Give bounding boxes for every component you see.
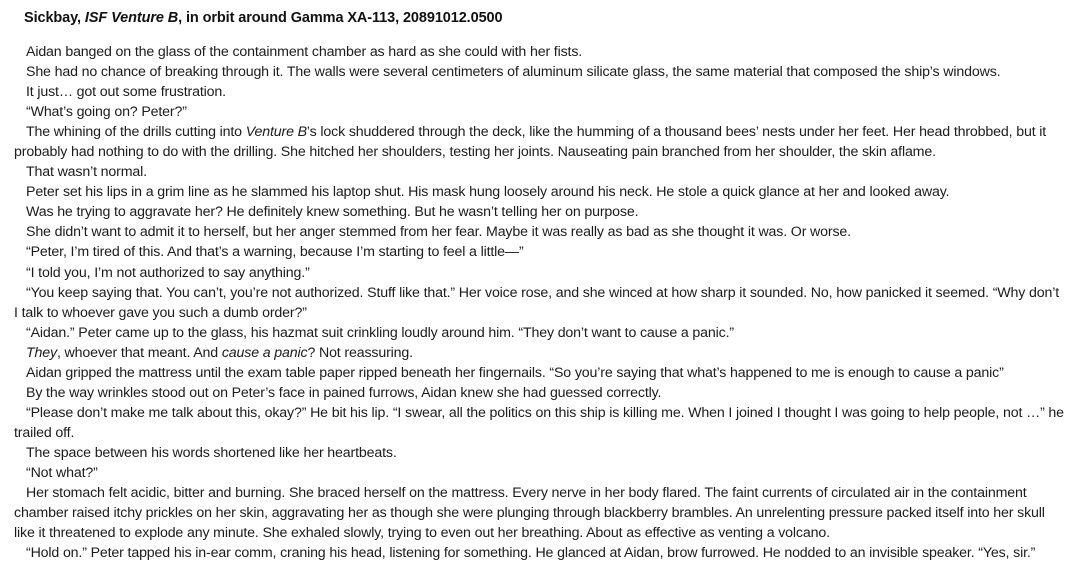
text-run: She didn’t want to admit it to herself, but her anger stemmed from her fear. Maybe it was really as bad as she thought it was. Or worse. — [26, 224, 851, 241]
paragraph — [14, 443, 1066, 463]
text-run: “Not what?” — [26, 464, 98, 481]
paragraph — [14, 383, 1066, 403]
document-body — [14, 42, 1066, 563]
paragraph — [14, 102, 1066, 122]
text-run: It just… got out some frustration. — [26, 84, 226, 101]
paragraph — [14, 62, 1066, 82]
paragraph — [14, 182, 1066, 202]
emphasis-text: ISF Venture B — [84, 10, 179, 26]
paragraph — [14, 463, 1066, 483]
paragraph — [14, 543, 1066, 563]
text-run: , in orbit around Gamma XA-113, 20891012.0500 — [178, 10, 503, 26]
text-run: Her stomach felt acidic, bitter and burning. She braced herself on the mattress. Every nerve in her body flared. The faint currents of circulated air in the containment chamber raised itchy prickles on her skin, aggravating her as though she were plunging through blackberry brambles. An unrelenting pressure packed itself into her skull like it threatened to explode any minute. She exhaled slowly, trying to even out her breathing. About as effective as venting a volcano. — [14, 485, 1045, 542]
text-run: ? Not reassuring. — [307, 344, 413, 361]
text-run: , whoever that meant. And — [56, 344, 222, 361]
text-run: That wasn’t normal. — [26, 164, 147, 181]
paragraph — [14, 483, 1066, 543]
text-run: Aidan banged on the glass of the containment chamber as hard as she could with her fists. — [26, 44, 583, 60]
paragraph — [14, 403, 1066, 443]
text-run: “You keep saying that. You can’t, you’re not authorized. Stuff like that.” Her voice rose, and she winced at how sharp it sounded. No, how panicked it seemed. “Why don’t I talk to whoever gave you such a dumb order?” — [14, 284, 1060, 321]
paragraph — [14, 283, 1066, 323]
text-run: The whining of the drills cutting into — [26, 124, 246, 141]
paragraph — [14, 122, 1066, 162]
text-run: ’s lock shuddered through the deck, like the humming of a thousand bees’ nests under her feet. Her head throbbed, but it probably had nothing to do with the drilling. She hitched her shoulders, testing her joints. Nauseating pain branched from her shoulder, the skin aflame. — [14, 124, 1047, 161]
paragraph — [14, 162, 1066, 182]
paragraph — [14, 242, 1066, 262]
paragraph — [14, 363, 1066, 383]
emphasis-text: They — [26, 344, 57, 361]
emphasis-text: cause a panic — [221, 344, 308, 361]
text-run: Was he trying to aggravate her? He definitely knew something. But he wasn’t telling her on purpose. — [26, 204, 639, 221]
text-run: “Hold on.” Peter tapped his in-ear comm, craning his head, listening for something. He glanced at Aidan, brow furrowed. He nodded to an invisible speaker. “Yes, sir.” — [26, 545, 1036, 562]
text-run: “Peter, I’m tired of this. And that’s a warning, because I’m starting to feel a little—” — [26, 244, 524, 261]
text-run: “Aidan.” Peter came up to the glass, his hazmat suit crinkling loudly around him. “They don’t want to cause a panic.” — [26, 324, 734, 341]
paragraph — [14, 323, 1066, 343]
text-run: Aidan gripped the mattress until the exam table paper ripped beneath her fingernails. “So you’re saying that what’s happened to me is enough to cause a panic” — [26, 364, 1004, 381]
text-run: “I told you, I’m not authorized to say anything.” — [26, 264, 310, 281]
text-run: Sickbay, — [24, 10, 85, 26]
paragraph — [14, 82, 1066, 102]
paragraph — [14, 343, 1066, 363]
emphasis-text: Venture B — [245, 124, 307, 141]
text-run: “What’s going on? Peter?” — [26, 104, 187, 121]
text-run: The space between his words shortened like her heartbeats. — [26, 444, 397, 461]
paragraph — [14, 42, 1066, 62]
text-run: Peter set his lips in a grim line as he slammed his laptop shut. His mask hung loosely around his neck. He stole a quick glance at her and looked away. — [26, 184, 950, 201]
text-run: By the way wrinkles stood out on Peter’s face in pained furrows, Aidan knew she had guessed correctly. — [26, 384, 662, 401]
scene-heading — [24, 10, 1066, 26]
paragraph — [14, 263, 1066, 283]
text-run: “Please don’t make me talk about this, okay?” He bit his lip. “I swear, all the politics on this ship is killing me. When I joined I thought I was going to help people, not …” he trailed off. — [14, 404, 1064, 441]
text-run: She had no chance of breaking through it. The walls were several centimeters of aluminum silicate glass, the same material that composed the ship’s windows. — [26, 64, 1001, 81]
paragraph — [14, 202, 1066, 222]
paragraph — [14, 222, 1066, 242]
